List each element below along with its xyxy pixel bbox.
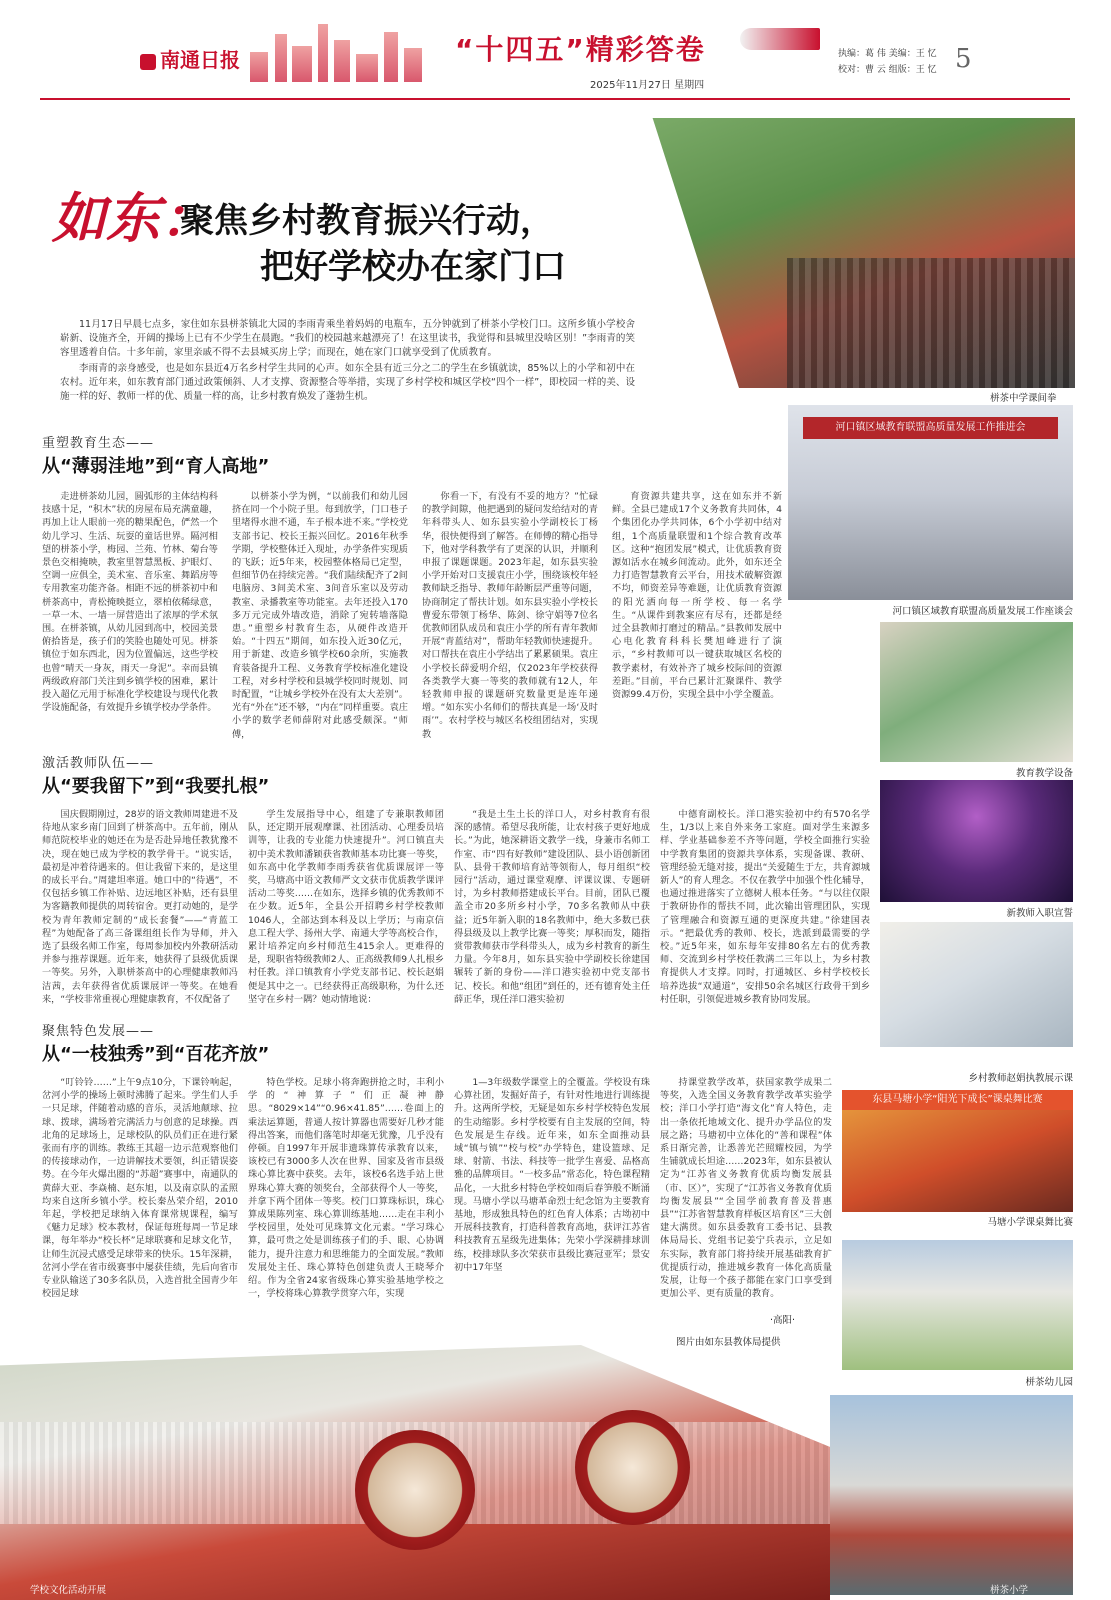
photo-kindergarten [842,1240,1073,1370]
drum-icon [355,1430,475,1550]
page-number: 5 [955,44,972,74]
newspaper-logo: 南通日报 [140,44,240,73]
photo-demo-class [880,922,1073,1047]
photo-credit: 图片由如东县教体局提供 [676,1337,781,1348]
issue-date: 2025年11月27日 星期四 [590,80,705,91]
photo-caption: 栟茶小学 [990,1585,1029,1596]
photo-school-culture [0,1345,830,1600]
section-kicker: 重塑教育生态—— [42,436,155,451]
photo-caption: 教育教学设备 [1015,768,1073,779]
section-title-2: 从“要我留下”到“我要扎根” [42,776,270,797]
section-3-column-4: 持课堂教学改革，获国家教学成果二等奖，入选全国义务教育教学改革实验学校；洋口小学打造“海文化”育人特色，走出一条依托地域文化、提升办学品位的发展之路；马塘初中立体化的“善和课程”体系日渐完善，让悉善光芒照耀校园，为学生铺就成长坦途……2023年，如东县被认定为“江苏省义务教育优质均衡发展县（市、区）”，实现了“江苏省义务教育优质均衡发展县”“全国学前教育普及普惠县”“江苏省智慧教育样板区培育区”三大创建大满贯。如东县委教育工委书记、县教体局局长、党组书记姜宁兵表示，立足如东实际，教育部门将持续开展基础教育扩优提质行动，推进城乡教育一体化高质量发展，让每一个孩子都能在家门口享受到更加公平、更有质量的教育。 [660,1077,832,1300]
masthead [0,0,1111,100]
photo-teaching-equipment [880,622,1073,762]
section-1-column-1: 走进栟茶幼儿园，圆弧形的主体结构科技感十足，“积木”状的房屋布局充满童趣，再加上让人眼前一亮的糖果配色，俨然一个幼儿学习、生活、玩耍的童话世界。隔河相望的栟茶小学，梅园、兰苑、竹林、菊台等景色交相掩映，教室里智慧黑板、护眼灯、空调一应俱全，美术室、音乐室、舞蹈房等专用教室功能齐备。相距不远的栟茶初中和栟茶高中，青松掩映挺立，翠柏依稀绿意，一草一木、一墙一屏营造出了浓厚的学术氛围。在栟茶镇，从幼儿园到高中，校园美景俯拾皆是，孩子们的笑脸也随处可见。栟茶镇位于如东西北，因为位置偏远，这些学校也曾“晴天一身灰，雨天一身泥”。幸而县镇两级政府部门关注到乡镇学校的困难，累计投入超亿元用于标准化学校建设与现代化教学设施配备，有效提升乡镇学校办学条件。 [42,491,218,714]
photo-caption: 栟茶中学课间拳 [990,393,1057,404]
article-title-block [40,118,640,313]
section-2-column-1: 国庆假期刚过，28岁的语文教师周建进不及待地从家乡南门回到了栟茶高中。五年前，刚从师范院校毕业的她还在为是否赴异地任教犹豫不决，现在她已成为学校的教学骨干。“说实话，最初是冲着待遇来的。但让我留下来的，是这里的成长平台。”周建坦率道。她口中的“待遇”，不仅包括乡镇工作补贴、边远地区补贴，还有县里为客籍教师提供的周转宿舍。更打动她的，是学校为青年教师定制的“成长套餐”——“青蓝工程”为她配备了高三备课组组长作为导师，并入选了县级名师工作室，每周参加校内外教研活动并参与推荐课题。近年来，她获得了县级优质课一等奖。另外，入职栟茶高中的心理健康教师冯洁茜，去年获得省优质课展评一等奖。在她看来，“学校非常重视心理健康教育，不仅配备了 [42,809,238,1005]
section-2-column-2: 学生发展指导中心，组建了专兼职教师团队，还定期开展观摩课、社团活动、心理委员培训等，让我的专业能力快速提升”。河口镇直夫初中美术教师潘颖获省教师基本功比赛一等奖，如东高中化学教师李雨秀获省优质课展评一等奖，马塘高中语文教师严文文获市优质教学课评活动二等奖……在如东，选择乡镇的优秀教师不在少数。近5年，全县公开招聘乡村学校教师1046人，全部达到本科及以上学历；与南京信息工程大学、扬州大学、南通大学等高校合作，累计培养定向乡村师范生415余人。更难得的是，现职省特级教师2人、正高级教师9人扎根乡村任教。洋口镇教育小学党支部书记、校长赵娟便是其中之一。已经获得正高级职称，为什么还坚守在乡村一隅？她动情地说： [248,809,444,1005]
section-kicker: 激活教师队伍—— [42,756,155,771]
article-lede: 11月17日早晨七点多，家住如东县栟茶镇北大园的李雨青乘坐着妈妈的电瓶车，五分钟就到了栟茶小学校门口。这所乡镇小学校舍崭新、设施齐全，开阔的操场上已有不少学生在晨跑。“我们的校园越来越漂亮了！在这里读书，我觉得和县城里没啥区别！”李雨青的笑容里透着自信。十多年前，家里亲戚不得不去县城买房上学；而现在，她在家门口就享受到了优质教育。 李雨青的亲身感受，也是如东县近4万名乡村学生共同的心声。如东全县有近三分之二的学生在乡镇就读，85%以上的小学和初中在农村。近年来，如东教育部门通过政策倾斜、人才支撑、资源整合等举措，实现了乡村学校和城区学校“四个一样”，即校园一样的美、设施一样的好、教师一样的优、质量一样的高，让乡村教育焕发了蓬勃生机。 [60,319,635,402]
photo-caption: 栟茶幼儿园 [1025,1377,1073,1388]
photo-recess-exercise [595,118,1075,388]
drum-icon [575,1410,690,1525]
photo-oath-ceremony [880,780,1073,902]
photo-desk-dance: 东县马塘小学“阳光下成长”课桌舞比赛 [842,1090,1073,1212]
train-icon [740,28,820,50]
section-title-3: 从“一枝独秀”到“百花齐放” [42,1044,270,1065]
section-kicker: 聚焦特色发展—— [42,1024,155,1039]
header-rule [40,98,1070,100]
photo-caption: 学校文化活动开展 [30,1585,107,1596]
photo-caption: 乡村教师赵娟执教展示课 [968,1073,1073,1084]
section-3-column-1: “叮铃铃……”上午9点10分，下课铃响起，岔河小学的操场上顿时沸腾了起来。学生们人手一只足球，伴随着动感的音乐，灵活地颠球、拉球、拨球，满场着完满活力与创意的足球操。西北角的足球场上，足球校队的队员们正在进行紧张而有序的训练。教练王其超一边示范观察他们的传接球动作，一边讲解技术要领，纠正错误姿势。在今年火爆出圈的“苏超”赛事中，南通队的黄薛大亚、李焱楠、赵东旭，以及南京队的孟照均来自这所乡镇小学。校长秦丛荣介绍，2010年起，学校把足球纳入体育课常规课程，编写《魅力足球》校本教材，保证每班每周一节足球课，每年举办“校长杯”足球联赛和足球文化节，让师生沉浸式感受足球带来的快乐。15年深耕，岔河小学在省市级赛事中屡获佳绩，先后向省市专业队输送了30多名队员，入选首批全国青少年校园足球 [42,1077,238,1300]
photo-meeting: 河口镇区域教育联盟高质量发展工作推进会 [788,405,1073,600]
section-1-column-2: 以栟茶小学为例，“以前我们和幼儿园挤在同一个小院子里。每到放学，门口巷子里堵得水泄不通，车子根本进不来。”学校党支部书记、校长王振兴回忆。2016年秋季学期，学校整体迁入现址，办学条件实现质的飞跃；近5年来，校园整体格局已定型，但细节仍在持续完善。“我们陆续配齐了2间电脑房、3间美术室、3间音乐室以及劳动教室、录播教室等功能室。去年还投入170多万元完成外墙改造，消除了宛转墙落隐患。”重塑乡村教育生态，从硬件改造开始。“十四五”期间，如东投入近30亿元，用于新建、改造乡镇学校60余所，实施教育装备提升工程、义务教育学校标准化建设工程，对乡村学校和县城学校同时规划、同时配置，“让城乡学校外在没有太大差别”。光有“外在”还不够，“内在”同样重要。袁庄小学的数学老师薛附对此感受颇深。“师傅， [232,491,408,740]
byline: ·高阳· [770,1315,796,1326]
section-2-column-3: “我是土生土长的洋口人，对乡村教育有很深的感情。希望尽我所能，让农村孩子更好地成长。”为此，她深耕语文教学一线，身兼市名师工作室、市“四有好教师”建设团队、县小语创新团队、县骨干教师培育站等领衔人，每月组织“校园行”活动，通过课堂观摩、评课议课、专题研讨，为乡村教师搭建成长平台。目前，团队已覆盖全市20多所乡村小学，70多名教师从中获益；近5年新入职的18名教师中，绝大多数已获得县级及以上教学比赛一等奖；厚积而发，随指赏带教师获市学科带头人，成为乡村教育的新生力量。今年8月，如东县实验中学副校长徐建国辗转了新的身份——洋口港实验初中党支部书记、校长。和他“组团”到任的，还有德育处主任薛正华，现任洋口港实验初 [454,809,650,1005]
photo-caption: 新教师入职宣誓 [1006,908,1073,919]
section-title: “十四五”精彩答卷 [455,33,706,66]
section-3-column-3: 1—3年级数学课堂上的全覆盖。学校设有珠心算社团，发掘好苗子，有针对性地进行训练提升。这两所学校，无疑是如东乡村学校特色发展的生动缩影。乡村学校要有自主发展的空间，特色发展是生存线。近年来，如东全面推动县域“镇与镇”“校与校”办学特色，建设篮球、足球、射箭、书法、科技等一批学生喜爱、品格高雅的品牌项目。“一校多品”常态化，特色课程精品化，一大批乡村特色学校如雨后春笋般不断涌现。马塘小学以马塘革命烈士纪念馆为主要教育基地，形成独具特色的红色育人体系；古坳初中开展科技教育，打造科普教育高地，获评江苏省科技教育五星级先进集体；先荣小学深耕排球训练，校排球队多次荣获市县级比赛冠亚军；景安初中17年坚 [454,1077,650,1273]
photo-caption: 河口镇区域教育联盟高质量发展工作座谈会 [892,606,1073,617]
photo-caption: 马塘小学课桌舞比赛 [987,1217,1073,1228]
place-name: 如东： [52,186,214,250]
section-2-column-4: 中德育副校长。洋口港实验初中约有570名学生，1/3以上来自外来务工家庭。面对学生来源多样、学业基础参差不齐等问题，学校全面推行实验中学教育集团的资源共享体系，实现备课、教研、管理经验无缝对接，提出“关爱随生于左，共育源城新人”的育人理念。不仅在教学中加强个性化辅导，也通过推进落实了立德树人根本任务。“与以往仅限于教研协作的帮扶不同，此次输出管理团队，实现了管理融合和资源互通的更深度共建。”徐建国表示。“把最优秀的教师、校长，选派到最需要的学校。”近5年来，如东每年安排80名左右的优秀教师、交流到乡村学校任教满二三年以上，为乡村教育提供人才支撑。同时，打通城区、乡村学校校长培养选拔“双通道”，安排50余名城区行政骨干到乡村任职，引领促进城乡教育协同发展。 [660,809,870,1005]
section-1-column-4: 育资源共建共享，这在如东并不新鲜。全县已建成17个义务教育共同体，4个集团化办学共同体，6个小学初中结对组，1个高质量联盟和1个综合教育改革区。这种“抱团发展”模式，让优质教育资源如活水在城乡间流动。此外，如东还全力打造智慧教育云平台，用技术破解资源不均，师资差异等难题，让优质教育资源的阳光洒向每一所学校、每一名学生。“从课件到教案应有尽有，还都是经过全县教师打磨过的精品。”县教师发展中心电化教育科科长樊旭峰进行了演示，“乡村教师可以一键获取城区名校的教学素材，有效补齐了城乡校际间的资源差距。”目前，平台已累计汇聚课件、教学资源99.4万份，实现全县中小学全覆盖。 [612,491,782,701]
section-1-column-3: 你看一下，有没有不妥的地方？”忙碌的教学间隙，他把遇到的疑问发给结对的青年科带头人、如东县实验小学副校长丁杨华，很快便得到了解答。在师傅的精心指导下，他对学科教学有了更深的认识，并顺利申报了课题课题。2023年起，如东县实验小学开始对口支援袁庄小学，围绕该校年轻教师缺乏指导、教师年龄断层严重等问题，协商制定了帮扶计划。如东县实验小学校长曹爱东带领丁杨华、陈剑、徐守娟等7位名优教师团队成员和袁庄小学的所有青年教师开展“青蓝结对”，帮助年轻教师快速提升。对口帮扶在袁庄小学结出了累累硕果。袁庄小学校长薛爱明介绍，仅2023年学校获得各类教学大赛一等奖的教师就有12人，年轻教师申报的课题研究数量更是连年递增。“如东实小名师们的帮扶真是一场‘及时雨’”。农村学校与城区名校组团结对，实现教 [422,491,598,740]
section-3-column-2: 特色学校。足球小将奔跑拼抢之时，丰利小学的“神算子”们正凝神静思。“8029×14”“0.96×41.85”……卷面上的乘法运算题，普通人按计算器也需要好几秒才能得出答案，而他们落笔时却毫无犹豫，几乎没有停顿。自1997年开展非遗珠算传承教育以来，该校已有3000多人次在世界、国家及省市县级珠心算比赛中获奖。去年，该校6名选手站上世界珠心算大赛的领奖台，全部获得个人一等奖，并拿下两个团体一等奖。校门口算珠标识，珠心算成果陈列室、珠心算训练基地……走在丰利小学校园里，处处可见珠算文化元素。“学习珠心算，最可贵之处是训练孩子们的手、眼、心协调能力，提升注意力和思维能力的全面发展。”教师发展处主任、珠心算特色创建负责人王晓琴介绍。作为全省24家省级珠心算实验基地学校之一，学校将珠心算教学贯穿六年，实现 [248,1077,444,1300]
staff-credits: 执编：葛 伟 美编：王 忆 校对：曹 云 组版：王 忆 [838,49,937,75]
headline: 聚焦乡村教育振兴行动， 把好学校办在家门口 [180,201,566,287]
photo-school-building [830,1395,1073,1595]
logo-mark-icon [140,54,156,70]
section-title-1: 从“薄弱洼地”到“育人高地” [42,456,270,477]
